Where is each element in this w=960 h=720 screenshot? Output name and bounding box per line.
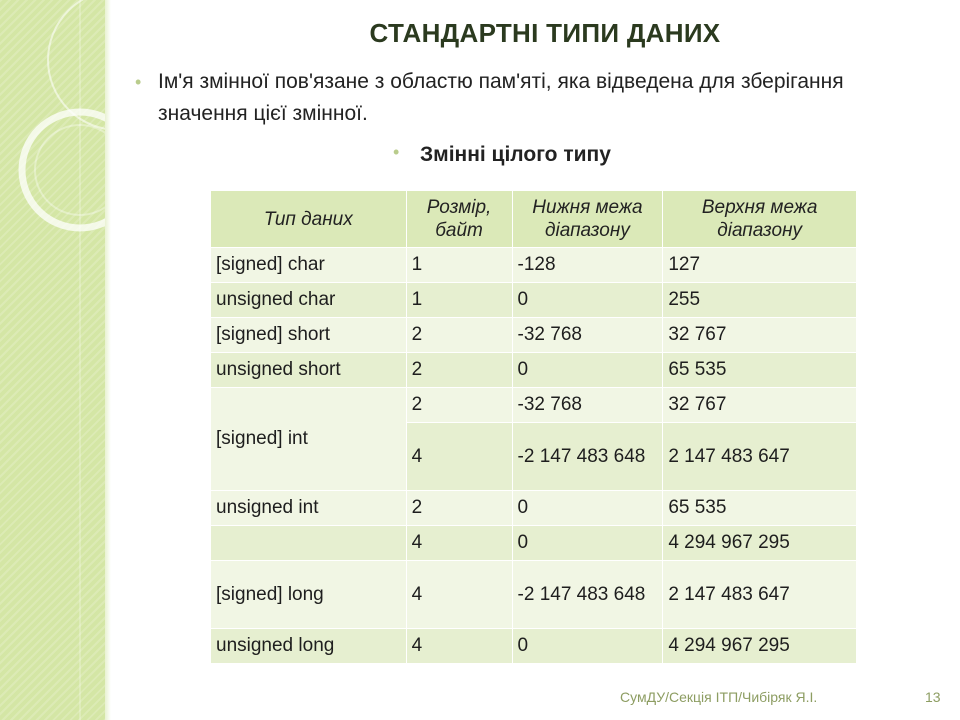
size-cell: 1	[406, 248, 512, 283]
lower-bound-cell: 0	[512, 353, 663, 388]
header-cell: Тип даних	[211, 191, 407, 248]
size-cell: 2	[406, 491, 512, 526]
upper-bound-cell: 65 535	[663, 491, 857, 526]
type-cell: unsigned long	[211, 629, 407, 664]
table-row	[211, 561, 857, 629]
size-cell: 4	[406, 629, 512, 664]
table-row	[211, 318, 857, 353]
size-cell: 4	[406, 423, 512, 491]
upper-bound-cell: 127	[663, 248, 857, 283]
page-number: 13	[925, 689, 941, 705]
header-cell: Нижня межа діапазону	[512, 191, 663, 248]
upper-bound-cell: 255	[663, 283, 857, 318]
type-cell: [signed] short	[211, 318, 407, 353]
bullet-dot-icon: •	[135, 72, 142, 92]
decorative-circles	[0, 0, 105, 720]
size-cell: 2	[406, 353, 512, 388]
sub-bullet-text: Змінні цілого типу	[420, 143, 611, 166]
upper-bound-cell: 4 294 967 295	[663, 526, 857, 561]
slide-title: СТАНДАРТНІ ТИПИ ДАНИХ	[369, 18, 721, 48]
upper-bound-cell: 65 535	[663, 353, 857, 388]
upper-bound-cell: 2 147 483 647	[663, 561, 857, 629]
type-cell: unsigned short	[211, 353, 407, 388]
integer-types-table	[210, 190, 857, 664]
type-cell: unsigned int	[211, 491, 407, 526]
footer-author: СумДУ/Секція ІТП/Чибіряк Я.І.	[620, 689, 818, 705]
type-cell: [signed] long	[211, 561, 407, 629]
lower-bound-cell: 0	[512, 491, 663, 526]
table-row	[211, 248, 857, 283]
decorative-side-band	[0, 0, 105, 720]
lower-bound-cell: -32 768	[512, 318, 663, 353]
bullet-text-main: Ім'я змінної пов'язане з областю пам'яті, яка відведена для зберігання значення цієї змінної.	[158, 70, 844, 125]
type-cell	[211, 526, 407, 561]
size-cell: 1	[406, 283, 512, 318]
lower-bound-cell: 0	[512, 526, 663, 561]
table-row	[211, 526, 857, 561]
type-cell: [signed] int	[211, 388, 407, 491]
size-cell: 4	[406, 526, 512, 561]
lower-bound-cell: 0	[512, 629, 663, 664]
upper-bound-cell: 2 147 483 647	[663, 423, 857, 491]
table-row	[211, 388, 857, 423]
lower-bound-cell: -128	[512, 248, 663, 283]
size-cell: 2	[406, 388, 512, 423]
table-row	[211, 283, 857, 318]
lower-bound-cell: -32 768	[512, 388, 663, 423]
table-row	[211, 353, 857, 388]
lower-bound-cell: -2 147 483 648	[512, 561, 663, 629]
table-header-row	[211, 191, 857, 248]
header-cell: Розмір, байт	[406, 191, 512, 248]
type-cell: [signed] char	[211, 248, 407, 283]
upper-bound-cell: 32 767	[663, 388, 857, 423]
table-row	[211, 491, 857, 526]
table-row	[211, 629, 857, 664]
size-cell: 4	[406, 561, 512, 629]
band-edge	[105, 0, 111, 720]
lower-bound-cell: 0	[512, 283, 663, 318]
sub-bullet-dot-icon: •	[393, 142, 400, 162]
lower-bound-cell: -2 147 483 648	[512, 423, 663, 491]
header-cell: Верхня межа діапазону	[663, 191, 857, 248]
upper-bound-cell: 4 294 967 295	[663, 629, 857, 664]
type-cell: unsigned char	[211, 283, 407, 318]
size-cell: 2	[406, 318, 512, 353]
upper-bound-cell: 32 767	[663, 318, 857, 353]
